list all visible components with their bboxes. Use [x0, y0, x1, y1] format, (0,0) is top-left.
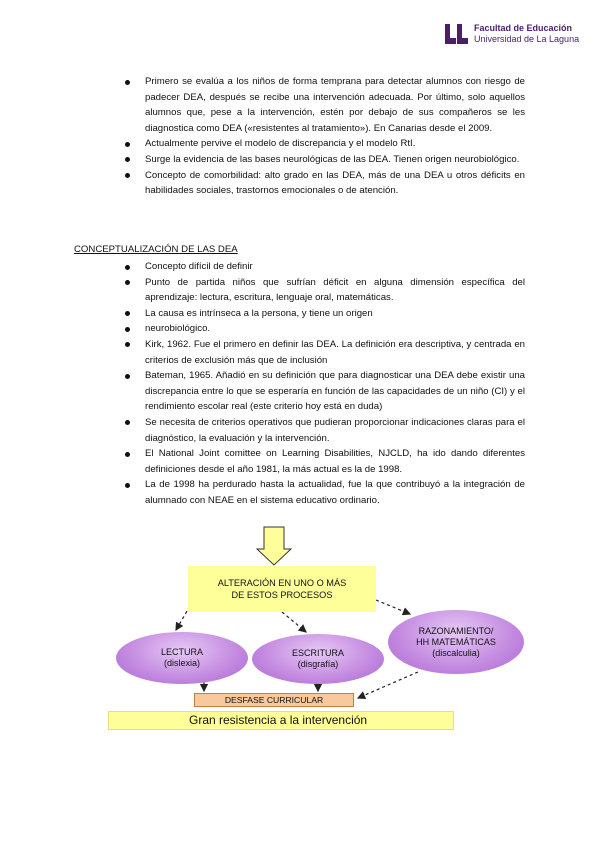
processes-box: ALTERACIÓN EN UNO O MÁS DE ESTOS PROCESOS	[188, 566, 376, 612]
bullet-icon	[125, 142, 130, 147]
list-item: Concepto de comorbilidad: alto grado en las DEA, más de una DEA u otros déficits en habilidades sociales, trastornos emocionales o de atención.	[145, 168, 525, 199]
resistencia-box: Gran resistencia a la intervención	[108, 711, 454, 730]
bullet-icon	[125, 157, 130, 162]
razonamiento-ellipse: RAZONAMIENTO/ HH MATEMÁTICAS (discalculia)	[388, 610, 524, 674]
logo-university-name: Universidad de La Laguna	[474, 34, 580, 44]
section-heading: CONCEPTUALIZACIÓN DE LAS DEA	[74, 244, 238, 255]
list-item: Bateman, 1965. Añadió en su definición que para diagnosticar una DEA debe existir una discrepancia entre lo que se esperaría en función de las capacidades de un niño (CI) y el rendimiento escolar real (este criterio hoy está en duda)	[145, 368, 525, 415]
list-item: La causa es intrínseca a la persona, y tiene un origen	[145, 306, 525, 322]
bullet-icon	[125, 80, 130, 85]
bullet-list-intro	[145, 74, 525, 199]
bullet-icon	[125, 265, 130, 270]
lectura-ellipse: LECTURA (dislexia)	[116, 632, 248, 684]
list-item: Primero se evalúa a los niños de forma temprana para detectar alumnos con riesgo de padecer DEA, después se recibe una intervención adecuada. Por último, solo aquellos alumnos que, pese a la intervención, estén por debajo de sus compañeros se les diagnostica como DEA («resistentes al tratamiento»). En Canarias desde el 2009.	[145, 74, 525, 136]
list-item: Surge la evidencia de las bases neurológicas de las DEA. Tienen origen neurobiológico.	[145, 152, 525, 168]
escritura-ellipse: ESCRITURA (disgrafía)	[252, 634, 384, 684]
bullet-icon	[125, 483, 130, 488]
bullet-icon	[125, 173, 130, 178]
ull-logo-icon	[444, 23, 470, 45]
block-down-arrow-icon	[257, 527, 291, 565]
list-item: Punto de partida niños que sufrían déficit en alguna dimensión específica del aprendizaje: lectura, escritura, lenguaje oral, matemáticas.	[145, 275, 525, 306]
list-item: Actualmente pervive el modelo de discrepancia y el modelo RtI.	[145, 136, 525, 152]
bullet-icon	[125, 327, 130, 332]
bullet-icon	[125, 374, 130, 379]
arrow-to-razonamiento	[376, 600, 410, 614]
list-item: El National Joint comittee on Learning Disabilities, NJCLD, ha ido dando diferentes definiciones desde el año 1981, la más actual es la de 1998.	[145, 446, 525, 477]
list-item: Se necesita de criterios operativos que pudieran proporcionar indicaciones claras para el diagnóstico, la evaluación y la intervención.	[145, 415, 525, 446]
list-item: Concepto difícil de definir	[145, 259, 525, 275]
list-item: Kirk, 1962. Fue el primero en definir las DEA. La definición era descriptiva, y centrada en criterios de exclusión más que de inclusión	[145, 337, 525, 368]
logo-faculty-name: Facultad de Educación	[474, 23, 573, 33]
bullet-icon	[125, 420, 130, 425]
bullet-icon	[125, 311, 130, 316]
list-item: La de 1998 ha perdurado hasta la actualidad, fue la que contribuyó a la integración de alumnado con NEAE en el sistema educativo ordinario.	[145, 477, 525, 508]
desfase-curricular-box: DESFASE CURRICULAR	[194, 693, 354, 707]
bullet-icon	[125, 342, 130, 347]
arrow-to-escritura	[282, 612, 306, 632]
arrow-razonamiento-to-desfase	[358, 672, 418, 698]
faculty-logo	[444, 22, 594, 48]
bullet-list-conceptualization	[145, 259, 525, 509]
bullet-icon	[125, 280, 130, 285]
bullet-icon	[125, 452, 130, 457]
list-item: neurobiológico.	[145, 321, 525, 337]
